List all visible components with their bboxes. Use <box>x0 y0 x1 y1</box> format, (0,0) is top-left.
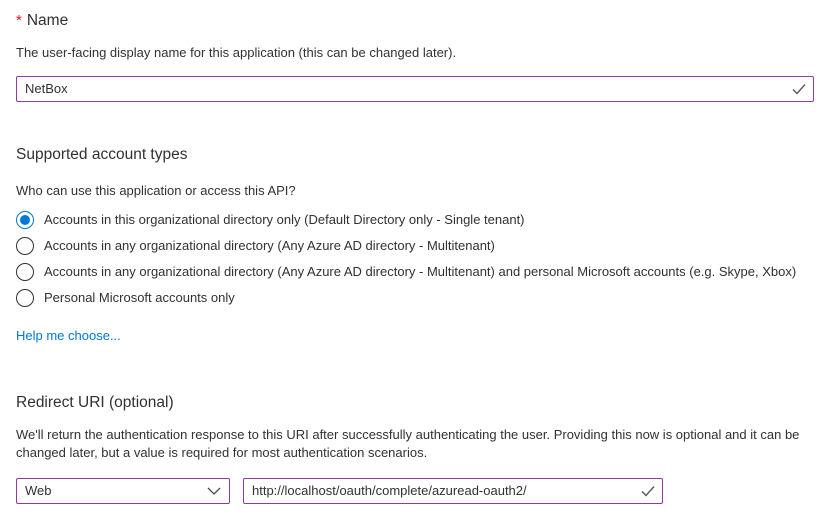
name-description: The user-facing display name for this application (this can be changed later). <box>16 45 457 60</box>
radio-button-icon <box>16 289 34 307</box>
redirect-uri-description: We'll return the authentication response to this URI after successfully authenticating the user. Providing this now is optional and it can be changed later, but a value is required for most authentication scenarios. <box>16 426 800 460</box>
radio-label: Accounts in any organizational directory (Any Azure AD directory - Multitenant) <box>44 238 495 253</box>
redirect-uri-heading: Redirect URI (optional) <box>16 393 174 411</box>
name-input[interactable] <box>17 81 813 96</box>
platform-selected-value: Web <box>25 483 52 498</box>
account-types-heading: Supported account types <box>16 145 188 163</box>
account-types-question: Who can use this application or access this API? <box>16 182 296 198</box>
name-heading-label: Name <box>26 12 69 29</box>
radio-personal-only[interactable] <box>16 285 814 311</box>
name-input-container <box>16 76 814 102</box>
platform-select[interactable] <box>16 478 230 504</box>
required-asterisk: * <box>16 12 22 29</box>
radio-label: Accounts in any organizational directory (Any Azure AD directory - Multitenant) and personal Microsoft accounts (e.g. Skype, Xbox) <box>44 264 797 279</box>
name-section-heading <box>16 10 814 31</box>
radio-multitenant[interactable] <box>16 233 814 259</box>
redirect-uri-row <box>16 478 814 504</box>
redirect-uri-input[interactable] <box>244 483 662 498</box>
radio-single-tenant[interactable] <box>16 207 814 233</box>
radio-button-icon <box>16 263 34 281</box>
radio-button-icon <box>16 237 34 255</box>
chevron-down-icon <box>207 486 221 495</box>
redirect-uri-input-container <box>243 478 663 504</box>
radio-label: Accounts in this organizational directory only (Default Directory only - Single tenant) <box>44 212 525 227</box>
help-me-choose-link[interactable]: Help me choose... <box>16 327 121 343</box>
radio-button-icon <box>16 211 34 229</box>
account-types-radio-group <box>16 207 814 311</box>
radio-label: Personal Microsoft accounts only <box>44 290 235 305</box>
radio-multitenant-personal[interactable] <box>16 259 814 285</box>
